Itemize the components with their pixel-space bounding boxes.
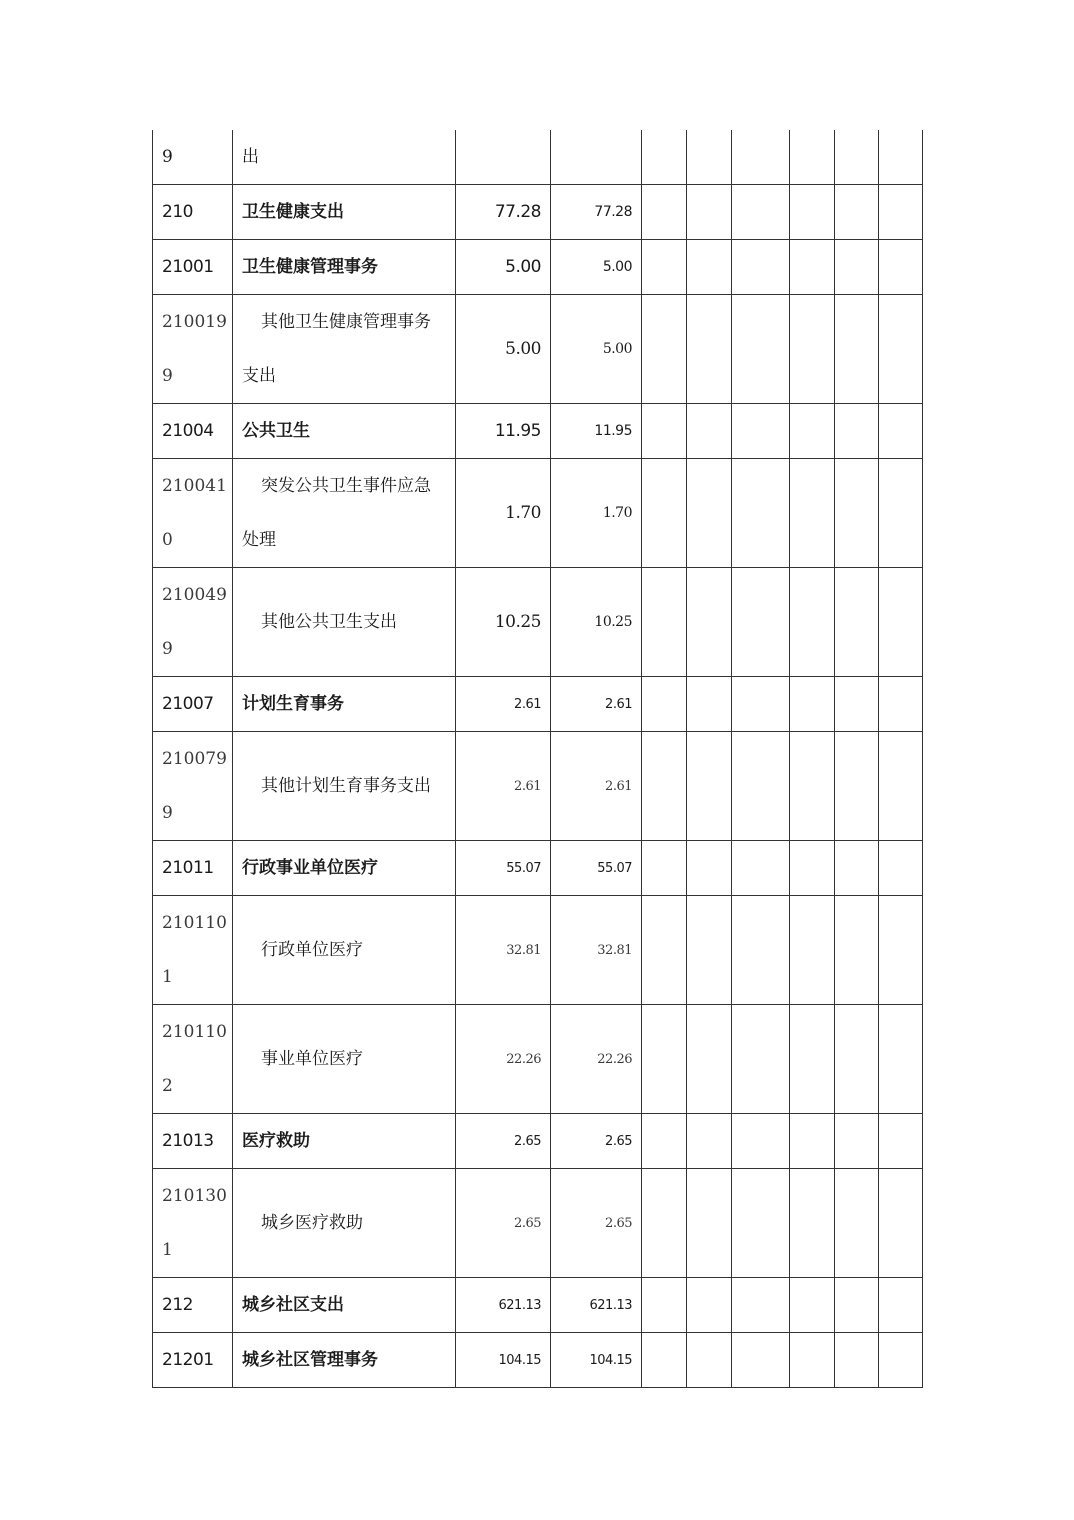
account-code: 210110 1	[153, 896, 233, 1005]
amount-total: 1.70	[456, 459, 551, 568]
amount-total: 2.65	[456, 1114, 551, 1169]
empty-cell	[732, 1333, 790, 1388]
amount-total: 55.07	[456, 841, 551, 896]
amount-basic: 22.26	[551, 1005, 642, 1114]
empty-cell	[642, 295, 687, 404]
account-code: 210079 9	[153, 732, 233, 841]
table-row	[153, 896, 923, 1005]
account-code: 21201	[153, 1333, 233, 1388]
empty-cell	[790, 130, 835, 185]
amount-total: 5.00	[456, 240, 551, 295]
budget-table-page	[152, 130, 922, 1388]
amount-total: 11.95	[456, 404, 551, 459]
account-name: 卫生健康支出	[233, 185, 456, 240]
empty-cell	[879, 1169, 923, 1278]
amount-basic: 77.28	[551, 185, 642, 240]
empty-cell	[835, 1278, 879, 1333]
empty-cell	[732, 1114, 790, 1169]
empty-cell	[835, 404, 879, 459]
empty-cell	[642, 130, 687, 185]
empty-cell	[835, 896, 879, 1005]
empty-cell	[642, 240, 687, 295]
empty-cell	[687, 1005, 732, 1114]
account-name: 卫生健康管理事务	[233, 240, 456, 295]
account-name: 其他卫生健康管理事务 支出	[233, 295, 456, 404]
table-row	[153, 677, 923, 732]
empty-cell	[835, 732, 879, 841]
empty-cell	[642, 404, 687, 459]
empty-cell	[879, 295, 923, 404]
empty-cell	[835, 130, 879, 185]
empty-cell	[790, 459, 835, 568]
empty-cell	[790, 732, 835, 841]
empty-cell	[879, 841, 923, 896]
empty-cell	[687, 295, 732, 404]
empty-cell	[879, 185, 923, 240]
empty-cell	[732, 677, 790, 732]
empty-cell	[687, 1114, 732, 1169]
table-row	[153, 240, 923, 295]
amount-total: 2.61	[456, 677, 551, 732]
empty-cell	[790, 1333, 835, 1388]
empty-cell	[835, 841, 879, 896]
account-name: 计划生育事务	[233, 677, 456, 732]
account-name: 公共卫生	[233, 404, 456, 459]
amount-basic: 10.25	[551, 568, 642, 677]
amount-basic: 55.07	[551, 841, 642, 896]
account-code: 210019 9	[153, 295, 233, 404]
empty-cell	[732, 404, 790, 459]
empty-cell	[790, 185, 835, 240]
empty-cell	[879, 130, 923, 185]
amount-total	[456, 130, 551, 185]
empty-cell	[835, 677, 879, 732]
table-row	[153, 732, 923, 841]
empty-cell	[687, 568, 732, 677]
amount-total: 77.28	[456, 185, 551, 240]
amount-basic: 11.95	[551, 404, 642, 459]
table-row	[153, 1169, 923, 1278]
empty-cell	[790, 896, 835, 1005]
account-name: 医疗救助	[233, 1114, 456, 1169]
account-code: 210041 0	[153, 459, 233, 568]
table-row	[153, 185, 923, 240]
empty-cell	[732, 1278, 790, 1333]
account-code: 21011	[153, 841, 233, 896]
amount-total: 5.00	[456, 295, 551, 404]
empty-cell	[790, 677, 835, 732]
empty-cell	[835, 459, 879, 568]
empty-cell	[835, 185, 879, 240]
empty-cell	[642, 1114, 687, 1169]
account-name: 城乡医疗救助	[233, 1169, 456, 1278]
empty-cell	[790, 404, 835, 459]
amount-basic: 2.61	[551, 732, 642, 841]
account-code: 21004	[153, 404, 233, 459]
empty-cell	[687, 130, 732, 185]
empty-cell	[687, 1169, 732, 1278]
empty-cell	[687, 459, 732, 568]
account-name: 其他公共卫生支出	[233, 568, 456, 677]
amount-basic: 2.61	[551, 677, 642, 732]
amount-basic: 621.13	[551, 1278, 642, 1333]
empty-cell	[879, 677, 923, 732]
empty-cell	[642, 459, 687, 568]
account-code: 212	[153, 1278, 233, 1333]
account-name: 其他计划生育事务支出	[233, 732, 456, 841]
empty-cell	[790, 841, 835, 896]
empty-cell	[835, 240, 879, 295]
account-code: 210110 2	[153, 1005, 233, 1114]
empty-cell	[790, 1169, 835, 1278]
amount-total: 32.81	[456, 896, 551, 1005]
empty-cell	[642, 1333, 687, 1388]
amount-total: 22.26	[456, 1005, 551, 1114]
empty-cell	[687, 404, 732, 459]
table-row	[153, 459, 923, 568]
empty-cell	[879, 1278, 923, 1333]
table-row	[153, 1114, 923, 1169]
amount-total: 2.61	[456, 732, 551, 841]
empty-cell	[687, 1278, 732, 1333]
table-row	[153, 1278, 923, 1333]
account-name: 城乡社区支出	[233, 1278, 456, 1333]
empty-cell	[835, 1114, 879, 1169]
empty-cell	[732, 1005, 790, 1114]
empty-cell	[790, 568, 835, 677]
empty-cell	[732, 896, 790, 1005]
account-code: 210130 1	[153, 1169, 233, 1278]
empty-cell	[642, 1169, 687, 1278]
empty-cell	[687, 1333, 732, 1388]
empty-cell	[835, 568, 879, 677]
amount-basic: 104.15	[551, 1333, 642, 1388]
amount-basic: 5.00	[551, 295, 642, 404]
empty-cell	[687, 896, 732, 1005]
empty-cell	[790, 1114, 835, 1169]
empty-cell	[879, 1114, 923, 1169]
empty-cell	[835, 1333, 879, 1388]
account-code: 21001	[153, 240, 233, 295]
account-name: 出	[233, 130, 456, 185]
account-name: 突发公共卫生事件应急 处理	[233, 459, 456, 568]
empty-cell	[879, 732, 923, 841]
empty-cell	[642, 185, 687, 240]
empty-cell	[835, 1005, 879, 1114]
account-code: 9	[153, 130, 233, 185]
empty-cell	[879, 240, 923, 295]
account-code: 210	[153, 185, 233, 240]
empty-cell	[835, 295, 879, 404]
empty-cell	[879, 568, 923, 677]
empty-cell	[642, 896, 687, 1005]
empty-cell	[879, 404, 923, 459]
account-code: 21013	[153, 1114, 233, 1169]
table-row	[153, 841, 923, 896]
empty-cell	[790, 1278, 835, 1333]
empty-cell	[642, 1005, 687, 1114]
amount-basic: 2.65	[551, 1114, 642, 1169]
empty-cell	[642, 841, 687, 896]
account-code: 21007	[153, 677, 233, 732]
empty-cell	[879, 459, 923, 568]
table-row	[153, 404, 923, 459]
empty-cell	[732, 295, 790, 404]
table-row	[153, 1333, 923, 1388]
table-row	[153, 130, 923, 185]
empty-cell	[790, 295, 835, 404]
amount-basic: 2.65	[551, 1169, 642, 1278]
empty-cell	[879, 896, 923, 1005]
account-name: 事业单位医疗	[233, 1005, 456, 1114]
account-name: 城乡社区管理事务	[233, 1333, 456, 1388]
table-row	[153, 568, 923, 677]
empty-cell	[879, 1333, 923, 1388]
budget-expenditure-table	[152, 130, 923, 1388]
account-name: 行政事业单位医疗	[233, 841, 456, 896]
empty-cell	[732, 459, 790, 568]
amount-total: 621.13	[456, 1278, 551, 1333]
account-name: 行政单位医疗	[233, 896, 456, 1005]
amount-total: 10.25	[456, 568, 551, 677]
amount-total: 2.65	[456, 1169, 551, 1278]
empty-cell	[732, 732, 790, 841]
empty-cell	[732, 240, 790, 295]
amount-basic: 32.81	[551, 896, 642, 1005]
table-row	[153, 295, 923, 404]
empty-cell	[642, 732, 687, 841]
empty-cell	[732, 841, 790, 896]
empty-cell	[687, 841, 732, 896]
empty-cell	[642, 677, 687, 732]
empty-cell	[687, 732, 732, 841]
empty-cell	[732, 568, 790, 677]
empty-cell	[687, 185, 732, 240]
empty-cell	[687, 240, 732, 295]
empty-cell	[790, 1005, 835, 1114]
empty-cell	[642, 1278, 687, 1333]
empty-cell	[732, 130, 790, 185]
empty-cell	[732, 185, 790, 240]
amount-basic	[551, 130, 642, 185]
empty-cell	[687, 677, 732, 732]
empty-cell	[642, 568, 687, 677]
empty-cell	[879, 1005, 923, 1114]
table-row	[153, 1005, 923, 1114]
amount-basic: 5.00	[551, 240, 642, 295]
empty-cell	[835, 1169, 879, 1278]
amount-total: 104.15	[456, 1333, 551, 1388]
empty-cell	[732, 1169, 790, 1278]
amount-basic: 1.70	[551, 459, 642, 568]
empty-cell	[790, 240, 835, 295]
account-code: 210049 9	[153, 568, 233, 677]
